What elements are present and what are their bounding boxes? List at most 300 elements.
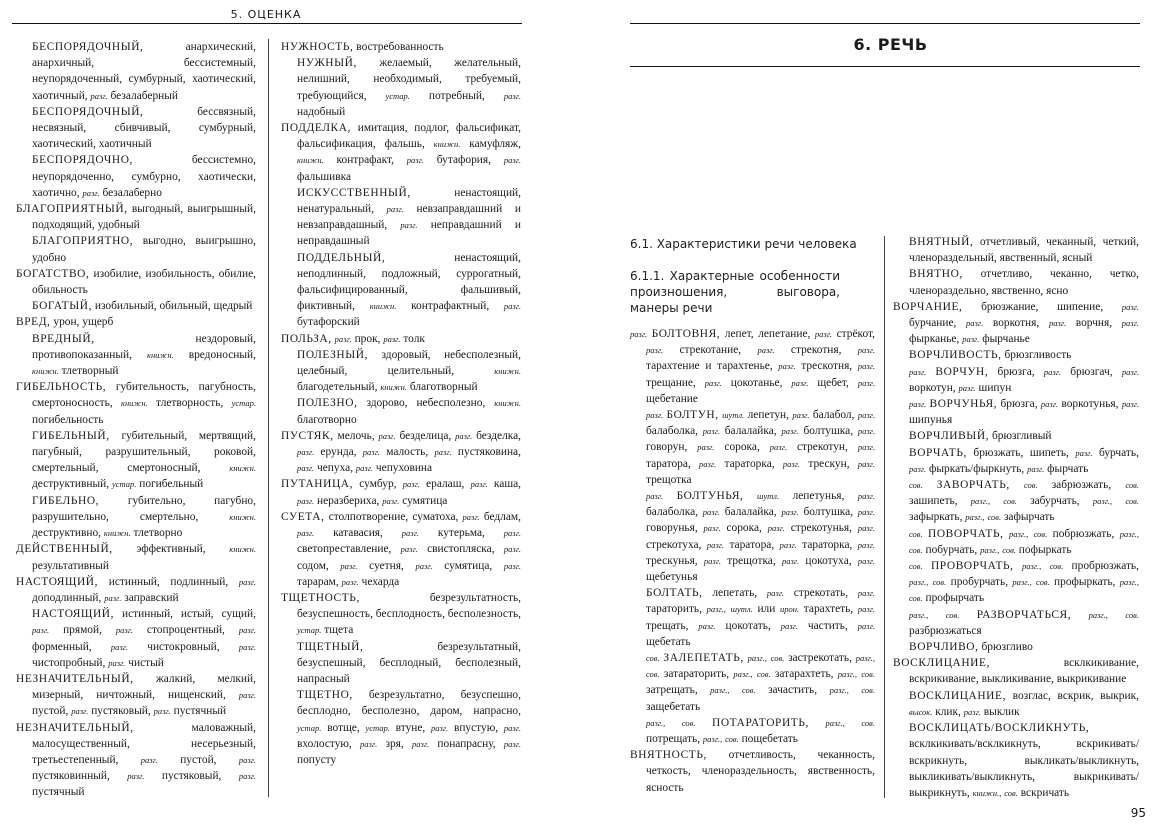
headword: НУЖНЫЙ, (297, 57, 357, 70)
usage-label: сов. (861, 717, 875, 728)
usage-label: сов. (1125, 496, 1139, 507)
usage-label: сов. (1003, 496, 1017, 507)
headword: НЕЗНАЧИТЕЛЬНЫЙ, (16, 672, 134, 685)
usage-label: разг. (400, 544, 418, 555)
dictionary-subentry: сов. ЗАВОРЧАТЬ, сов. забрюзжать, сов. зашипеть, разг., сов. забурчать, разг., сов. зафыркать, разг., сов. зафырчать (909, 479, 1139, 524)
usage-label: разг., (646, 717, 666, 728)
dictionary-subentry: БЕСПОРЯДОЧНЫЙ, бессвязный, несвязный, сбивчивый, сумбурный, хаотический, хаотичный (32, 105, 256, 151)
usage-label: разг. (401, 528, 419, 539)
usage-label: сов. (909, 544, 923, 555)
dictionary-subentry: ПОДДЕЛЬНЫЙ, ненастоящий, неподлинный, подложный, суррогатный, фальсифицированный, фальшивый, фиктивный, книжн. контрафактный, разг. бутафорский (297, 251, 521, 329)
dictionary-subentry: ВОРЧЛИВОСТЬ, брюзгливость (909, 349, 1072, 362)
dictionary-entry: ВОРЧАНИЕ, брюзжание, шипение, разг. бурчание, разг. воркотня, разг. ворчня, разг. фырканье, разг. фырчанье (893, 300, 1139, 346)
usage-label: разг. (297, 495, 315, 506)
usage-label: книжн. (103, 528, 131, 539)
dictionary-subentry: разг. ВОРЧУН, брюзга, разг. брюзгач, разг. воркотун, разг. шипун (909, 365, 1139, 394)
usage-label: сов. (646, 653, 660, 664)
headword: ИСКУССТВЕННЫЙ, (297, 186, 411, 199)
headword: БЕСПОРЯДОЧНЫЙ, (32, 41, 144, 53)
dictionary-subentry: разг., сов. РАЗВОРЧАТЬСЯ, разг., сов. разбрюзжаться (909, 608, 1139, 637)
usage-label: сов. (756, 669, 771, 680)
usage-label: сов. (987, 512, 1002, 523)
usage-label: разг., (837, 669, 858, 680)
headword: БОЛТАТЬ, (646, 587, 703, 600)
dictionary-entry: ВРЕД, урон, ущерб (16, 316, 114, 329)
dictionary-entry: НУЖНОСТЬ, востребованность (281, 41, 444, 53)
left-column-2 (281, 39, 521, 768)
usage-label: разг. (1121, 301, 1139, 312)
usage-label: разг. (503, 528, 521, 539)
dictionary-subentry: ВНЯТНЫЙ, отчетливый, чеканный, четкий, членораздельный, явственный, ясный (909, 236, 1139, 265)
usage-label: шутл. (756, 491, 780, 502)
dictionary-subentry: БЕСПОРЯДОЧНЫЙ, анархический, анархичный, бессистемный, неупорядоченный, сумбурный, хаотический, хаотичный, разг. безалаберный (32, 41, 256, 102)
usage-label: разг. (857, 458, 875, 469)
headword: ГИБЕЛЬНОСТЬ, (16, 381, 107, 394)
usage-label: разг. (857, 555, 875, 566)
usage-label: разг. (962, 334, 980, 345)
usage-label: разг., (855, 653, 876, 664)
dictionary-subentry: разг. БОЛТУН, шутл. лепетун, разг. балабол, разг. балаболка, разг. балалайка, разг. болтушка, разг. говорун, разг. сорока, разг. стрекотун, разг. таратора, разг. тараторка, разг. трескун, разг. трещотка (646, 409, 876, 486)
usage-label: разг. (646, 491, 664, 502)
headword: ВОСКЛИЦАНИЕ, (909, 689, 1007, 702)
usage-label: книжн. (369, 301, 397, 312)
usage-label: разг. (238, 576, 256, 587)
dictionary-subentry: НУЖНЫЙ, желаемый, желательный, нелишний, необходимый, требуемый, требующийся, устар. потребный, разг. надобный (297, 57, 521, 118)
dictionary-entry: БЛАГОПРИЯТНЫЙ, выгодный, выигрышный, подходящий, удобный (16, 203, 256, 232)
headword: ДЕЙСТВЕННЫЙ, (16, 543, 113, 556)
usage-label: разг., (1088, 609, 1108, 620)
left-page (0, 0, 530, 828)
usage-label: разг., (909, 609, 929, 620)
headword: БОГАТЫЙ, (32, 300, 93, 313)
usage-label: разг. (857, 361, 876, 372)
usage-label: разг. (857, 377, 875, 388)
chapter-title: 6. РЕЧЬ (853, 35, 928, 54)
usage-label: разг. (238, 754, 256, 765)
usage-label: разг. (434, 447, 452, 458)
usage-label: разг. (792, 410, 810, 421)
usage-label: сов. (1049, 561, 1064, 572)
usage-label: разг. (431, 722, 449, 733)
usage-label: разг., (825, 717, 845, 728)
headword: ГИБЕЛЬНО, (32, 494, 100, 507)
usage-label: разг. (383, 333, 401, 344)
usage-label: разг. (781, 555, 800, 566)
usage-label: разг. (963, 706, 981, 717)
usage-label: разг. (104, 592, 122, 603)
usage-label: разг. (110, 641, 129, 652)
usage-label: разг. (297, 528, 315, 539)
dictionary-subentry: разг. БОЛТУНЬЯ, шутл. лепетунья, разг. балаболка, разг. балалайка, разг. болтушка, разг. говорунья, разг. сорока, разг. стрекотунья, разг. стрекотуха, разг. таратора, разг. тараторка, разг. трескунья, разг. трещотка, разг. цокотуха, разг. щебетунья (646, 490, 876, 584)
dictionary-entry: БОГАТСТВО, изобилие, изобильность, обилие, обильность (16, 267, 256, 297)
dictionary-subentry: ВОРЧЛИВО, брюзгливо (909, 641, 1033, 654)
usage-label: разг. (698, 620, 716, 631)
usage-label: разг. (503, 560, 522, 571)
headword: ВРЕД, (16, 316, 51, 329)
usage-label: разг. (646, 345, 664, 356)
usage-label: книжн. (146, 349, 174, 360)
usage-label: разг. (909, 366, 927, 377)
headword: ВОРЧЛИВЫЙ, (909, 430, 990, 443)
headword: ПОЛЬЗА, (281, 332, 332, 345)
dictionary-entry: СУЕТА, столпотворение, суматоха, разг. бедлам, разг. катавасия, разг. кутерьма, разг. светопреставление, разг. свистопляска, разг. содом, разг. суетня, разг. сумятица, разг. тарарам, разг. чехарда (281, 510, 522, 588)
headword: ПОТАРАТОРИТЬ, (712, 716, 809, 729)
usage-label: разг. (455, 430, 473, 441)
headword: ВОРЧАТЬ, (909, 446, 967, 459)
usage-label: сов. (909, 480, 923, 491)
usage-label: разг. (1048, 318, 1067, 329)
usage-label: разг. (378, 430, 396, 441)
dictionary-subentry: сов. ПРОВОРЧАТЬ, разг., сов. пробрюзжать, разг., сов. пробурчать, разг., сов. профыркать, разг., сов. профырчать (909, 560, 1140, 605)
usage-label: разг. (503, 738, 522, 749)
running-head: 5. ОЦЕНКА (230, 8, 302, 21)
usage-label: сов. (861, 669, 875, 680)
headword: БОЛТУНЬЯ, (676, 490, 744, 503)
usage-label: сов. (681, 717, 696, 728)
usage-label: устар. (385, 90, 410, 101)
usage-label: разг. (767, 523, 785, 534)
headword: БЕСПОРЯДОЧНО, (32, 154, 133, 167)
usage-label: разг. (238, 771, 256, 782)
usage-label: сов. (909, 593, 923, 604)
usage-label: разг., (1119, 528, 1139, 539)
usage-label: разг. (857, 604, 875, 615)
usage-label: разг. (341, 576, 359, 587)
usage-label: разг. (630, 329, 648, 339)
usage-label: разг., (702, 734, 723, 745)
dictionary-entry: ПОЛЬЗА, разг. прок, разг. толк (281, 332, 425, 345)
headword: ПУСТЯК, (281, 429, 334, 442)
dictionary-entry: НАСТОЯЩИЙ, истинный, подлинный, разг. доподлинный, разг. заправский (16, 575, 256, 604)
headword: БОЛТУН, (666, 409, 719, 422)
dictionary-subentry: ВОСКЛИЦАТЬ/ВОСКЛИКНУТЬ, всклкикивать/всклкикнуть, вскрикивать/вскрикнуть, выкликать/выкликнуть, выкликивать/выкликнуть, выкрикивать/выкрикнуть, книжн., сов. вскричать (909, 722, 1139, 799)
usage-label: разг. (779, 539, 797, 550)
right-column-2 (893, 234, 1139, 801)
usage-label: разг., (909, 577, 929, 588)
usage-label: разг. (90, 90, 108, 101)
usage-label: разг. (857, 426, 876, 437)
usage-label: книжн. (494, 398, 521, 409)
usage-label: разг., (747, 653, 767, 664)
usage-label: разг. (360, 738, 378, 749)
usage-label: сов. (1002, 544, 1016, 555)
usage-label: разг., (980, 544, 1000, 555)
dictionary-subentry: БЛАГОПРИЯТНО, выгодно, выигрышно, удобно (32, 235, 256, 264)
usage-label: разг. (470, 479, 488, 490)
usage-label: разг. (153, 706, 171, 717)
dictionary-entry: ВНЯТНОСТЬ, отчетливость, чеканность, четкость, членораздельность, явственность, ясность (630, 749, 875, 794)
usage-label: разг. (503, 544, 521, 555)
usage-label: разг. (1121, 318, 1139, 329)
headword: БЛАГОПРИЯТНО, (32, 235, 134, 248)
usage-label: разг. (704, 377, 722, 388)
right-column-1 (630, 236, 875, 796)
page-number: 95 (1130, 806, 1146, 820)
usage-label: сов. (646, 669, 660, 680)
usage-label: разг. (334, 333, 352, 344)
usage-label: книжн. (433, 139, 461, 150)
usage-label: разг. (340, 560, 358, 571)
usage-label: разг. (781, 426, 799, 437)
dictionary-subentry: сов. ЗАЛЕПЕТАТЬ, разг., сов. застрекотать, разг., сов. затараторить, разг., сов. затарахтеть, разг., сов. затрещать, разг., сов. зачастить, разг., сов. защебетать (646, 652, 876, 713)
headword: ВОРЧУНЬЯ, (929, 398, 998, 411)
usage-label: книжн. (229, 511, 256, 522)
usage-label: разг. (703, 555, 722, 566)
usage-label: ирон. (780, 604, 800, 615)
headword: НАСТОЯЩИЙ, (32, 608, 115, 621)
usage-label: сов. (945, 609, 960, 620)
usage-label: разг. (238, 625, 256, 636)
usage-label: сов. (741, 685, 756, 696)
usage-label: разг., (733, 669, 753, 680)
subsection-heading: 6.1.1. Характерные особенности произношения, выговора, манеры речи (630, 269, 840, 315)
headword: ВНЯТНЫЙ, (909, 236, 974, 248)
usage-label: разг. (140, 754, 158, 765)
dictionary-entry: ВОСКЛИЦАНИЕ, всклкикивание, вскрикивание, выкликивание, выкрикивание (893, 657, 1139, 686)
right-page (625, 0, 1156, 828)
usage-label: разг. (857, 620, 875, 631)
dictionary-subentry: БОГАТЫЙ, изобильный, обильный, щедрый (32, 300, 253, 313)
usage-label: разг. (32, 625, 50, 636)
headword: НУЖНОСТЬ, (281, 41, 354, 53)
headword: ТЩЕТНЫЙ, (297, 640, 364, 653)
usage-label: разг. (702, 507, 720, 518)
usage-label: разг. (238, 690, 256, 701)
dictionary-subentry: ВОСКЛИЦАНИЕ, возглас, вскрик, выкрик, высок. клик, разг. выклик (909, 689, 1139, 718)
usage-label: разг. (1121, 366, 1139, 377)
usage-label: шутл. (730, 604, 753, 615)
headword: ТЩЕТНОСТЬ, (281, 591, 360, 604)
headword: ВОСКЛИЦАНИЕ, (893, 657, 991, 670)
usage-label: разг. (702, 426, 720, 437)
dictionary-entry: ПУТАНИЦА, сумбур, разг. ералаш, разг. каша, разг. неразбериха, разг. сумятица (281, 478, 522, 507)
dictionary-entry: ДЕЙСТВЕННЫЙ, эффективный, книжн. результативный (16, 543, 256, 572)
usage-label: разг. (297, 463, 315, 474)
headword: ТЩЕТНО, (297, 689, 353, 702)
header-rule (12, 23, 522, 24)
dictionary-subentry: ПОЛЕЗНЫЙ, здоровый, небесполезный, целебный, целительный, книжн. благодетельный, книжн. благотворный (297, 348, 521, 394)
usage-label: разг. (780, 620, 798, 631)
dictionary-subentry: разг., сов. ПОТАРАТОРИТЬ, разг., сов. потрещать, разг., сов. пощебетать (646, 716, 875, 746)
usage-label: разг. (857, 491, 875, 502)
usage-label: разг. (814, 329, 833, 339)
usage-label: разг. (782, 458, 801, 469)
usage-label: сов. (1033, 528, 1048, 539)
usage-label: разг., (970, 496, 991, 507)
headword: ЗАЛЕПЕТАТЬ, (663, 652, 744, 665)
usage-label: сов. (1125, 609, 1139, 620)
dictionary-entry: НЕЗНАЧИТЕЛЬНЫЙ, жалкий, мелкий, мизерный, ничтожный, нищенский, разг. пустой, разг. пустяковый, разг. пустячный (16, 672, 256, 718)
dictionary-entry: ПОДДЕЛКА, имитация, подлог, фальсификат, фальсификация, фальшь, книжн. камуфляж, книжн. контрафакт, разг. бутафория, разг. фальшивка (281, 122, 521, 183)
usage-label: разг., (710, 685, 730, 696)
dictionary-subentry: ТЩЕТНЫЙ, безрезультатный, безуспешный, бесплодный, бесполезный, напрасный (297, 640, 521, 685)
usage-label: разг. (355, 463, 374, 474)
headword: ВОРЧУН, (935, 365, 989, 378)
dictionary-subentry: сов. ПОВОРЧАТЬ, разг., сов. побрюзжать, разг., сов. побурчать, разг., сов. пофыркать (909, 527, 1139, 556)
usage-label: книжн. (32, 366, 59, 377)
headword: ПРОВОРЧАТЬ, (930, 560, 1014, 573)
headword: БЛАГОПРИЯТНЫЙ, (16, 203, 128, 216)
usage-label: сов. (1023, 480, 1038, 491)
headword: ПУТАНИЦА, (281, 478, 354, 491)
usage-label: разг. (71, 706, 89, 717)
dictionary-subentry: ВОРЧАТЬ, брюзжать, шипеть, разг. бурчать, разг. фыркать/фыркнуть, разг. фырчать (909, 446, 1139, 475)
usage-label: книжн. (120, 398, 148, 409)
usage-label: разг. (503, 90, 521, 101)
usage-label: разг. (703, 523, 721, 534)
usage-label: разг. (402, 479, 420, 490)
usage-label: разг. (406, 155, 424, 166)
usage-label: сов. (725, 734, 739, 745)
usage-label: разг. (857, 507, 876, 518)
headword: ПОДДЕЛКА, (281, 122, 352, 135)
headword: НЕЗНАЧИТЕЛЬНЫЙ, (16, 721, 134, 734)
usage-label: разг. (297, 447, 315, 458)
usage-label: разг. (909, 463, 927, 474)
usage-label: книжн. (380, 382, 408, 393)
dictionary-subentry: ГИБЕЛЬНО, губительно, пагубно, разрушительно, смертельно, книжн. деструктивно, книжн. тлетворно (32, 494, 256, 540)
usage-label: разг. (778, 361, 796, 372)
dictionary-entry: разг. БОЛТОВНЯ, лепет, лепетание, разг. стрёкот, разг. стрекотание, разг. стрекотня, разг. тарахтение и тарахтенье, разг. трескотня, разг. трещание, разг. цокотанье, разг. щебет, разг. щебетание (630, 328, 876, 405)
usage-label: разг. (757, 345, 775, 356)
headword: БОГАТСТВО, (16, 267, 90, 280)
usage-label: сов. (909, 561, 923, 572)
header-rule-bottom (630, 66, 1140, 67)
usage-label: разг., (1119, 577, 1140, 588)
usage-label: разг. (766, 588, 785, 599)
usage-label: разг., (829, 685, 849, 696)
dictionary-subentry: ГИБЕЛЬНЫЙ, губительный, мертвящий, пагубный, разрушительный, роковой, смертельный, смертоносный, книжн. деструктивный, устар. погибельный (32, 429, 256, 491)
headword: ПОЛЕЗНЫЙ, (297, 348, 369, 361)
usage-label: разг. (769, 442, 787, 453)
dictionary-subentry: ВОРЧЛИВЫЙ, брюзгливый (909, 430, 1052, 443)
headword: ГИБЕЛЬНЫЙ, (32, 429, 110, 442)
usage-label: разг. (697, 442, 715, 453)
usage-label: разг. (386, 204, 404, 215)
dictionary-subentry: ПОЛЕЗНО, здорово, небесполезно, книжн. благотворно (297, 397, 521, 426)
usage-label: разг. (108, 657, 126, 668)
dictionary-subentry: ВРЕДНЫЙ, нездоровый, противопоказанный, книжн. вредоносный, книжн. тлетворный (32, 332, 256, 378)
headword: ВОРЧЛИВОСТЬ, (909, 349, 1002, 362)
headword: ВНЯТНОСТЬ, (630, 749, 707, 762)
usage-label: сов. (1004, 787, 1018, 798)
headword: БОЛТОВНЯ, (651, 328, 721, 340)
headword: ВОРЧЛИВО, (909, 641, 979, 654)
usage-label: сов. (909, 528, 923, 539)
headword: ВОРЧАНИЕ, (893, 300, 963, 313)
usage-label: разг. (412, 738, 430, 749)
usage-label: разг. (857, 588, 875, 599)
usage-label: разг. (503, 722, 521, 733)
usage-label: разг., (1012, 577, 1032, 588)
usage-label: разг. (1040, 399, 1059, 410)
usage-label: разг. (857, 539, 875, 550)
left-column-1 (16, 39, 256, 801)
usage-label: разг. (781, 507, 799, 518)
usage-label: разг. (706, 539, 724, 550)
dictionary-subentry: БОЛТАТЬ, лепетать, разг. стрекотать, разг. тараторить, разг., шутл. или ирон. тарахтеть, разг. трещать, разг. цокотать, разг. частить, разг. щебетать (646, 587, 875, 648)
headword: ПОДДЕЛЬНЫЙ, (297, 251, 386, 264)
section-heading: 6.1. Характеристики речи человека (630, 237, 857, 251)
usage-label: устар. (297, 722, 322, 733)
usage-label: разг. (958, 382, 976, 393)
usage-label: разг. (857, 345, 875, 356)
usage-label: разг., (1008, 528, 1029, 539)
usage-label: разг. (909, 399, 927, 410)
headword: БЕСПОРЯДОЧНЫЙ, (32, 105, 144, 118)
usage-label: книжн. (229, 544, 256, 555)
headword: РАЗВОРЧАТЬСЯ, (976, 608, 1072, 621)
usage-label: сов. (1036, 577, 1050, 588)
usage-label: устар. (297, 625, 322, 636)
usage-label: книжн., (972, 787, 1002, 798)
usage-label: разг. (1027, 463, 1045, 474)
usage-label: устар. (111, 479, 137, 490)
usage-label: сов. (770, 653, 785, 664)
usage-label: разг. (966, 318, 984, 329)
usage-label: разг. (462, 511, 480, 522)
usage-label: разг., (1021, 561, 1042, 572)
usage-label: разг. (415, 560, 433, 571)
usage-label: разг. (503, 301, 521, 312)
usage-label: разг. (791, 377, 809, 388)
dictionary-entry: ПУСТЯК, мелочь, разг. безделица, разг. безделка, разг. ерунда, разг. малость, разг. пустяковина, разг. чепуха, разг. чепуховина (281, 429, 522, 475)
usage-label: книжн. (494, 366, 521, 377)
usage-label: разг. (238, 641, 256, 652)
column-divider (884, 236, 885, 798)
usage-label: разг. (857, 442, 875, 453)
usage-label: разг., (706, 604, 726, 615)
usage-label: разг. (1075, 447, 1093, 458)
usage-label: разг. (857, 523, 875, 534)
usage-label: разг., (965, 512, 985, 523)
usage-label: высок. (909, 706, 933, 717)
dictionary-subentry: НАСТОЯЩИЙ, истинный, истый, сущий, разг. прямой, разг. стопроцентный, разг. форменный, разг. чистокровный, разг. чистопробный, разг. чистый (32, 608, 256, 669)
usage-label: разг. (646, 410, 664, 421)
usage-label: устар. (231, 398, 256, 409)
headword: ЗАВОРЧАТЬ, (936, 479, 1010, 492)
column-divider (268, 39, 269, 797)
headword: НАСТОЯЩИЙ, (16, 575, 99, 588)
usage-label: сов. (1125, 480, 1139, 491)
usage-label: разг. (362, 447, 380, 458)
dictionary-entry: НЕЗНАЧИТЕЛЬНЫЙ, маловажный, малосущественный, несерьезный, третьестепенный, разг. пустой, разг. пустяковинный, разг. пустяковый, разг. пустячный (16, 721, 256, 799)
usage-label: сов. (932, 577, 947, 588)
usage-label: разг. (699, 458, 717, 469)
headword: ПОВОРЧАТЬ, (928, 527, 1004, 540)
usage-label: разг. (82, 187, 100, 198)
headword: ВРЕДНЫЙ, (32, 332, 95, 345)
dictionary-entry: ТЩЕТНОСТЬ, безрезультатность, безуспешность, бесплодность, бесполезность, устар. тщета (281, 591, 522, 637)
usage-label: разг. (1043, 366, 1061, 377)
headword: ВОСКЛИЦАТЬ/ВОСКЛИКНУТЬ, (909, 722, 1090, 735)
usage-label: устар. (365, 722, 390, 733)
dictionary-subentry: ТЩЕТНО, безрезультатно, безуспешно, бесплодно, бесполезно, даром, напрасно, устар. вотще, устар. втуне, разг. впустую, разг. вхолостую, разг. зря, разг. понапрасну, разг. попусту (297, 689, 522, 766)
usage-label: разг. (127, 771, 145, 782)
dictionary-entry: ГИБЕЛЬНОСТЬ, губительность, пагубность, смертоносность, книжн. тлетворность, устар. погибельность (16, 381, 256, 426)
usage-label: книжн. (229, 463, 256, 474)
dictionary-subentry: БЕСПОРЯДОЧНО, бессистемно, неупорядоченно, сумбурно, хаотически, хаотично, разг. безалаберно (32, 154, 256, 199)
headword: ПОЛЕЗНО, (297, 397, 358, 410)
dictionary-subentry: разг. ВОРЧУНЬЯ, брюзга, разг. воркотунья, разг. шипунья (909, 398, 1139, 427)
header-rule-top (630, 23, 1140, 24)
usage-label: разг. (857, 410, 875, 421)
usage-label: разг. (1121, 399, 1139, 410)
dictionary-subentry: ИСКУССТВЕННЫЙ, ненастоящий, ненатуральный, разг. невзаправдашний и невзаправдашный, разг. неправдашний и неправдашный (297, 186, 521, 248)
usage-label: сов. (861, 685, 875, 696)
usage-label: разг. (115, 625, 134, 636)
headword: ВНЯТНО, (909, 268, 963, 281)
